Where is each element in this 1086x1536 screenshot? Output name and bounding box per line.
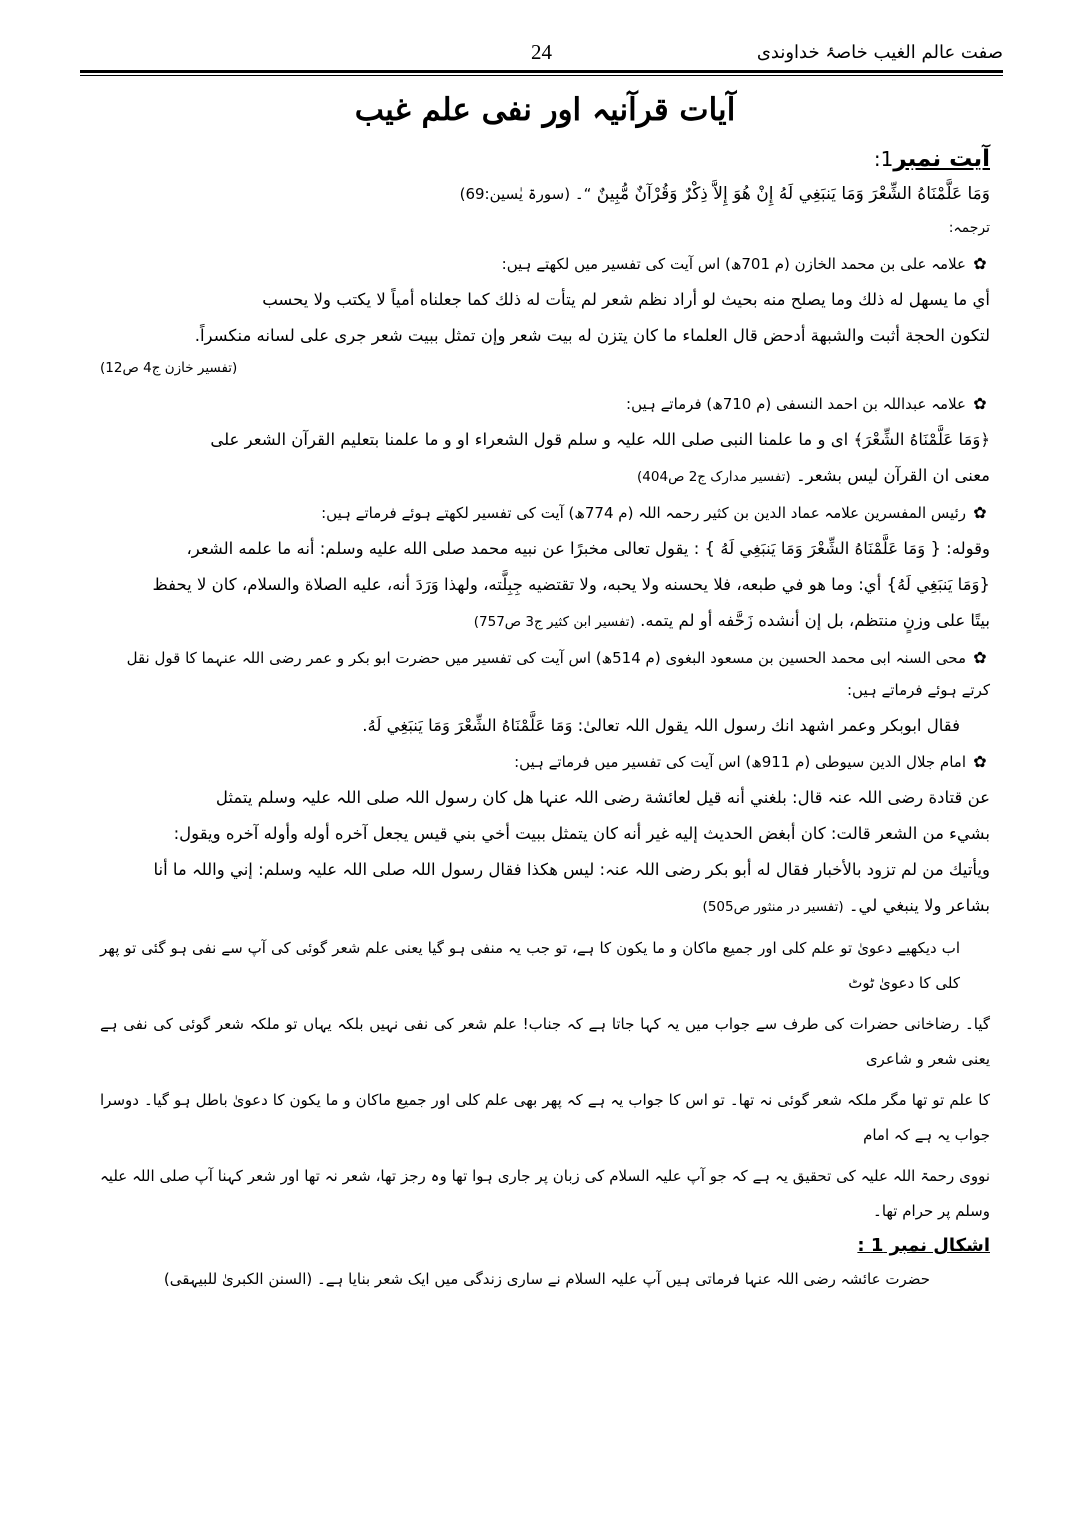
citation: (تفسیر ابن کثیر ج3 ص757) <box>473 614 635 630</box>
arabic-text: بشيء من الشعر قالت: كان أبغض الحديث إليه غير أنه كان يتمثل ببيت أخي بني قيس يجعل آخره أوله وأوله آخره ويقول: <box>173 824 990 843</box>
source-block <box>100 746 990 925</box>
page-number: 24 <box>531 40 552 64</box>
objection-heading: اشکال نمبر 1 : <box>857 1235 990 1256</box>
section-heading-number: 1: <box>873 147 894 171</box>
urdu-text: گیا۔ رضاخانی حضرات کی طرف سے جواب میں یہ کہا جاتا ہے کہ جناب! علم شعر کی نفی نہیں بلکہ یہاں تو ملکہ شعر گوئی کی نفی ہے یعنی شعر و شاعری <box>100 1015 990 1068</box>
section-heading <box>100 146 990 172</box>
urdu-text: کا علم تو تھا مگر ملکہ شعر گوئی نہ تھا۔ تو اس کا جواب یہ ہے کہ پھر بھی علم کلی اور جمیع ماکان و ما یکون کا دعویٰ باطل ہو گیا۔ دوسرا جواب یہ ہے کہ امام <box>100 1091 990 1144</box>
arabic-text: عن قتادة رضی اللہ عنہ قال: بلغني أنه قيل لعائشة رضی اللہ عنہا هل كان رسول اللہ صلی اللہ علیہ وسلم يتمثل <box>215 788 990 807</box>
citation: (تفسیر مدارک ج2 ص404) <box>637 469 791 485</box>
source-intro: ✿علامہ عبداللہ بن احمد النسفی (م 710ھ) فرماتے ہیں: <box>100 388 990 420</box>
arabic-text: فقال ابوبکر وعمر اشھد انك رسول اللہ یقول اللہ تعالیٰ: وَمَا عَلَّمْنَاهُ الشِّعْرَ وَمَا يَنبَغِي لَهُ. <box>362 716 960 735</box>
page-content <box>100 82 990 1294</box>
page-header <box>80 34 1003 74</box>
section-heading-label: آیت نمبر <box>893 146 990 172</box>
arabic-text: ﴿وَمَا عَلَّمْنَاهُ الشِّعْرَ﴾ ای و ما علمنا النبی صلی اللہ علیہ و سلم قول الشعراء او و ما علمنا بتعلیم القرآن الشعر علی <box>210 430 990 449</box>
arabic-text: ويأتيك من لم تزود بالأخبار فقال له أبو بكر رضی اللہ عنہ: ليس هكذا فقال رسول اللہ صلی اللہ علیہ وسلم: إني واللہ ما أنا <box>153 860 990 879</box>
source-block <box>100 248 990 382</box>
flower-bullet-icon: ✿ <box>973 503 987 522</box>
arabic-text: لتكون الحجة أثبت والشبهة أدحض قال العلماء ما كان يتزن له بيت شعر وإن تمثل ببيت شعر جرى على لسانه منكسراً. <box>194 326 990 345</box>
citation: (تفسیر خازن ج4 ص12) <box>100 360 238 376</box>
flower-bullet-icon: ✿ <box>973 752 987 771</box>
source-block <box>100 388 990 495</box>
flower-bullet-icon: ✿ <box>973 254 987 273</box>
quranic-verse <box>100 178 990 210</box>
arabic-text: {وَمَا يَنبَغِي لَهُ} أي: وما هو في طبعه، فلا يحسنه ولا يحبه، ولا تقتضيه جِبِلَّته، ولهذا وَرَدَ أنه، عليه الصلاة والسلام، كان لا يحفظ <box>152 575 990 594</box>
arabic-text: وقوله: { وَمَا عَلَّمْنَاهُ الشِّعْرَ وَمَا يَنبَغِي لَهُ } : يقول تعالى مخبرًا عن نبيه محمد صلى الله عليه وسلم: أنه ما علمه الشعر، <box>186 539 990 558</box>
arabic-text: بيتًا على وزنٍ منتظم، بل إن أنشده زَحَّفه أو لم يتمه. (تفسیر ابن کثیر ج3 ص757) <box>473 611 990 630</box>
urdu-text: اب دیکھیے دعویٰ تو علم کلی اور جمیع ماکان و ما یکون کا ہے، تو جب یہ منفی ہو گیا یعنی علم شعر گوئی کی آپ سے نفی ہو گئی تو پھر کلی کا دعویٰ ٹوٹ <box>100 939 960 992</box>
arabic-text: بشاعر ولا ينبغي لي۔ (تفسیر در منثور ص505) <box>702 896 990 915</box>
header-rule-thin <box>80 75 1003 76</box>
citation: (تفسیر در منثور ص505) <box>702 899 844 915</box>
discussion-paragraph <box>100 931 990 1229</box>
translation-label: ترجمہ: <box>948 220 990 236</box>
header-rule <box>80 70 1003 73</box>
source-block <box>100 642 990 744</box>
flower-bullet-icon: ✿ <box>973 394 987 413</box>
objection-text: حضرت عائشہ رضی اللہ عنہا فرماتی ہیں آپ علیہ السلام نے ساری زندگی میں ایک شعر بنایا ہے۔ (السنن الکبریٰ للبیہقی) <box>163 1270 930 1288</box>
source-block <box>100 497 990 640</box>
verse-reference: “۔ (سورۃ یٰسین:69) <box>459 185 592 203</box>
source-intro: ✿امام جلال الدین سیوطی (م 911ھ) اس آیت کی تفسیر میں فرماتے ہیں: <box>100 746 990 778</box>
running-title: صفت عالم الغیب خاصۂ خداوندی <box>756 42 1003 63</box>
source-intro: ✿محی السنہ ابی محمد الحسین بن مسعود البغوی (م 514ھ) اس آیت کی تفسیر میں حضرت ابو بکر و عمر رضی اللہ عنہما کا قول نقل کرتے ہوئے فرماتے ہیں: <box>100 642 990 706</box>
source-intro: ✿رئیس المفسرین علامہ عماد الدین بن کثیر رحمہ اللہ (م 774ھ) آیت کی تفسیر لکھتے ہوئے فرماتے ہیں: <box>100 497 990 529</box>
arabic-text: معنی ان القرآن لیس بشعر۔ (تفسیر مدارک ج2 ص404) <box>637 466 990 485</box>
source-intro: ✿علامہ علی بن محمد الخازن (م 701ھ) اس آیت کی تفسیر میں لکھتے ہیں: <box>100 248 990 280</box>
page-title: آیات قرآنیہ اور نفی علم غیب <box>354 92 736 128</box>
flower-bullet-icon: ✿ <box>973 648 987 667</box>
urdu-text: نووی رحمۃ اللہ علیہ کی تحقیق یہ ہے کہ جو آپ علیہ السلام کی زبان پر جاری ہوا تھا وہ رجز تھا، شعر نہ تھا اور شعر کہنا آپ صلی اللہ علیہ وسلم پر حرام تھا۔ <box>100 1167 990 1220</box>
verse-text: وَمَا عَلَّمْنَاهُ الشِّعْرَ وَمَا يَنبَغِي لَهُ إِنْ هُوَ إِلاَّ ذِكْرٌ وَقُرْآنٌ مُّبِينٌ <box>596 184 990 204</box>
arabic-text: أي ما يسهل له ذلك وما يصلح منه بحيث لو أراد نظم شعر لم يتأت له ذلك كما جعلناه أمياً لا يكتب ولا يحسب <box>262 290 990 309</box>
